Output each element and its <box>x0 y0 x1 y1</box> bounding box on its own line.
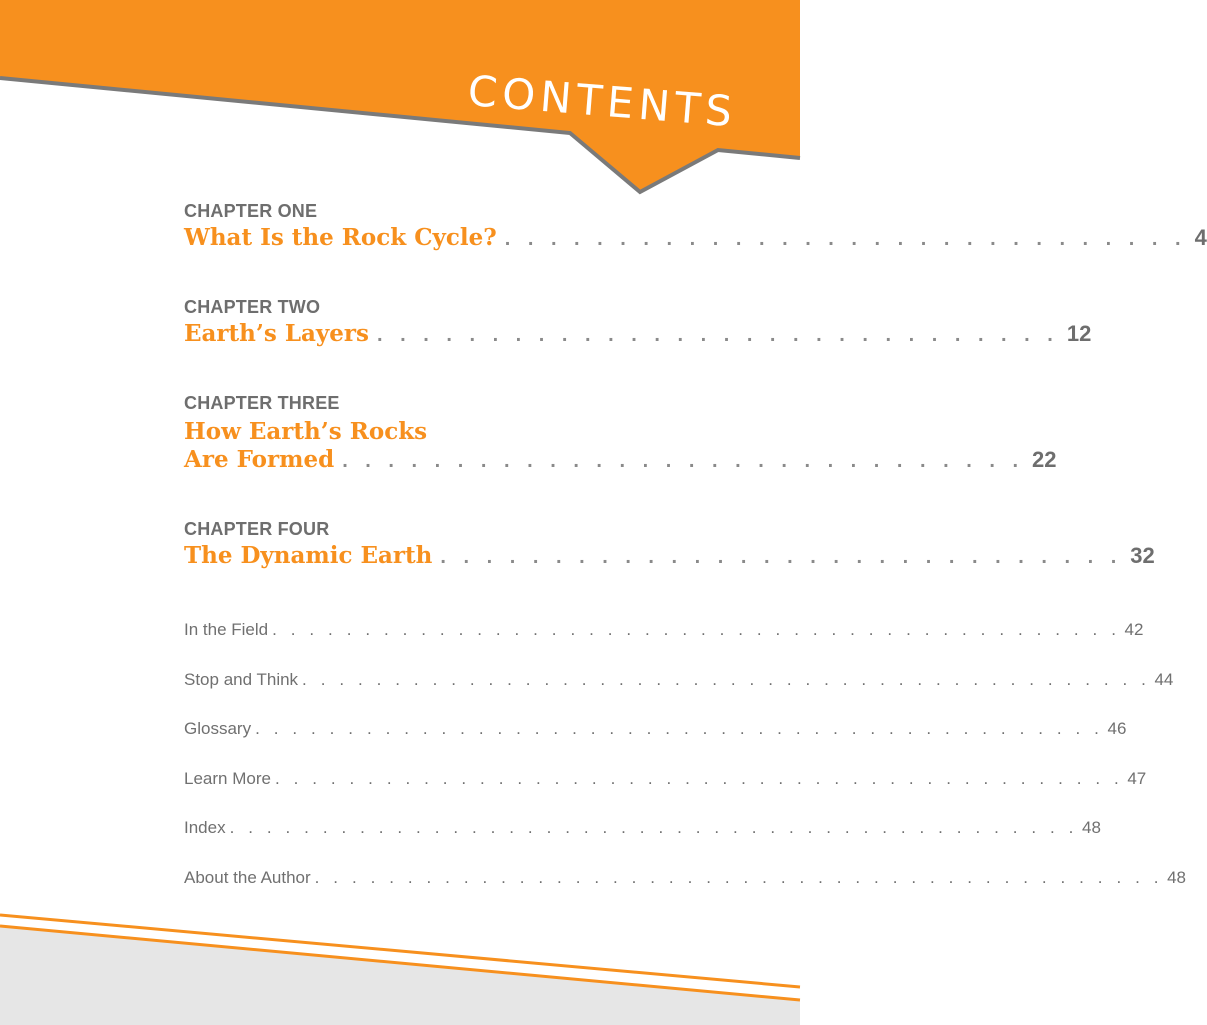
chapter-two-title: Earth’s Layers <box>184 320 369 347</box>
chapter-two-entry[interactable] <box>184 320 1092 352</box>
toc-entry-page: 46 <box>1107 719 1127 738</box>
chapter-four-page: 32 <box>1130 543 1155 568</box>
footer-decoration <box>0 905 800 1025</box>
chapter-four-entry[interactable] <box>184 542 1155 574</box>
dot-leader: . . . . . . . . . . . . . . . . . . . . . . . . . . . . . . <box>440 546 1123 568</box>
table-of-contents <box>184 0 1207 1025</box>
dot-leader: . . . . . . . . . . . . . . . . . . . . . . . . . . . . . . <box>377 324 1059 346</box>
toc-entry-page: 44 <box>1154 670 1174 689</box>
chapter-three-title-line1[interactable]: How Earth’s Rocks <box>184 418 428 445</box>
toc-entry-page: 48 <box>1082 818 1101 837</box>
toc-entry-label: In the Field <box>184 620 269 639</box>
toc-entry-about-the-author[interactable] <box>184 868 1186 894</box>
chapter-three-title: Are Formed <box>184 446 335 473</box>
chapter-one-label: CHAPTER ONE <box>184 201 318 221</box>
dot-leader: . . . . . . . . . . . . . . . . . . . . . . . . . . . . . . . . . . . . . . . . . . . . . . <box>229 818 1078 837</box>
chapter-three-label: CHAPTER THREE <box>184 393 340 413</box>
toc-entry-label: Index <box>184 818 226 837</box>
toc-entry-in-the-field[interactable] <box>184 620 1144 646</box>
dot-leader: . . . . . . . . . . . . . . . . . . . . . . . . . . . . . . . . . . . . . . . . . . . . . . <box>302 670 1151 689</box>
chapter-one-title: What Is the Rock Cycle? <box>184 224 497 251</box>
chapter-one-page: 4 <box>1194 225 1207 250</box>
dot-leader: . . . . . . . . . . . . . . . . . . . . . . . . . . . . . . <box>342 450 1025 472</box>
chapter-three-page: 22 <box>1032 447 1057 472</box>
toc-entry-stop-and-think[interactable] <box>184 670 1174 696</box>
chapter-three-entry[interactable] <box>184 446 1057 478</box>
toc-entry-label: Learn More <box>184 769 271 788</box>
dot-leader: . . . . . . . . . . . . . . . . . . . . . . . . . . . . . . . . . . . . . . . . . . . . . . <box>272 620 1121 639</box>
toc-entry-page: 48 <box>1167 868 1186 887</box>
chapter-four-label: CHAPTER FOUR <box>184 519 330 539</box>
dot-leader: . . . . . . . . . . . . . . . . . . . . . . . . . . . . . . <box>504 228 1187 250</box>
toc-entry-page: 47 <box>1127 769 1147 788</box>
toc-entry-label: About the Author <box>184 868 311 887</box>
dot-leader: . . . . . . . . . . . . . . . . . . . . . . . . . . . . . . . . . . . . . . . . . . . . . . <box>255 719 1104 738</box>
chapter-four-title: The Dynamic Earth <box>184 542 433 569</box>
chapter-two-page: 12 <box>1066 321 1092 346</box>
toc-entry-label: Stop and Think <box>184 670 299 689</box>
page-title: CONTENTS <box>466 66 739 137</box>
toc-entry-learn-more[interactable] <box>184 769 1147 795</box>
chapter-two-label: CHAPTER TWO <box>184 297 321 317</box>
chapter-one-entry[interactable] <box>184 224 1207 256</box>
toc-entry-glossary[interactable] <box>184 719 1127 745</box>
dot-leader: . . . . . . . . . . . . . . . . . . . . . . . . . . . . . . . . . . . . . . . . . . . . . . <box>314 868 1164 887</box>
toc-entry-label: Glossary <box>184 719 252 738</box>
toc-entry-page: 42 <box>1124 620 1144 639</box>
toc-entry-index[interactable] <box>184 818 1101 844</box>
dot-leader: . . . . . . . . . . . . . . . . . . . . . . . . . . . . . . . . . . . . . . . . . . . . . . <box>274 769 1124 788</box>
